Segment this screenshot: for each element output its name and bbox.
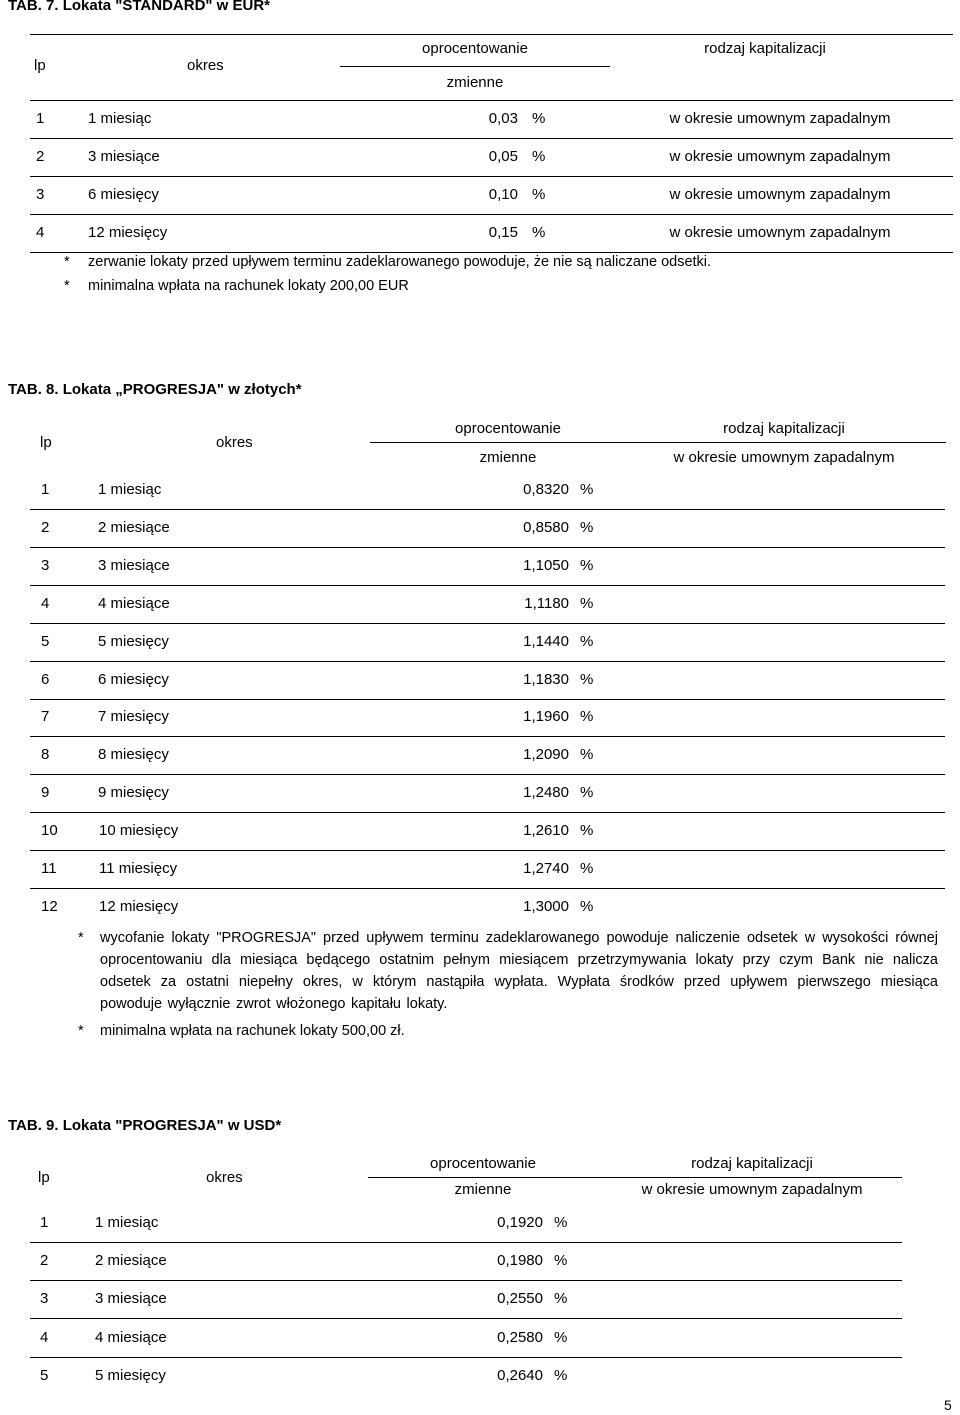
table-row-percent: % xyxy=(554,1214,568,1231)
table-row-okres: 6 miesięcy xyxy=(98,671,169,688)
table-row-okres: 7 miesięcy xyxy=(98,708,169,725)
table-row-lp: 11 xyxy=(41,860,57,877)
table-row-percent: % xyxy=(580,481,594,498)
table-row-okres: 10 miesięcy xyxy=(99,822,179,839)
table-row-lp: 2 xyxy=(41,519,50,536)
table-row-percent: % xyxy=(532,186,546,203)
tab8-header-kapitalizacja: rodzaj kapitalizacji xyxy=(723,420,845,437)
tab7-note-star: * xyxy=(64,278,70,294)
tab8-header-oprocentowanie: oprocentowanie xyxy=(455,420,561,437)
tab8-header-kap-value: w okresie umownym zapadalnym xyxy=(673,449,895,466)
table-row-lp: 7 xyxy=(41,708,50,725)
tab9-header-okres: okres xyxy=(206,1169,243,1186)
tab8-note-text: minimalna wpłata na rachunek lokaty 500,00 zł. xyxy=(100,1023,405,1039)
table-row-okres: 8 miesięcy xyxy=(98,746,169,763)
table-row-percent: % xyxy=(580,860,594,877)
table-row-lp: 5 xyxy=(41,633,50,650)
tab7-header-zmienne: zmienne xyxy=(446,74,504,91)
table-row-rate: 0,1920 xyxy=(497,1214,543,1231)
table-row-lp: 3 xyxy=(36,186,45,203)
table-row-okres: 12 miesięcy xyxy=(88,224,168,241)
table-row-rule xyxy=(30,1318,902,1319)
tab8-title: TAB. 8. Lokata „PROGRESJA" w złotych* xyxy=(8,381,302,398)
table-row-rule xyxy=(30,1242,902,1243)
table-row-rate: 0,8320 xyxy=(523,481,569,498)
tab7-title: TAB. 7. Lokata "STANDARD" w EUR* xyxy=(8,0,271,14)
table-row-rate: 1,3000 xyxy=(523,898,569,915)
table-row-lp: 8 xyxy=(41,746,50,763)
table-row-okres: 9 miesięcy xyxy=(98,784,169,801)
table-row-rule xyxy=(30,585,945,586)
table-row-rule xyxy=(30,774,945,775)
table-row-lp: 4 xyxy=(36,224,45,241)
table-row-rate: 0,10 xyxy=(488,186,518,203)
tab9-header-zmienne: zmienne xyxy=(454,1181,512,1198)
table-row-okres: 1 miesiąc xyxy=(88,110,152,127)
table-row-lp: 2 xyxy=(36,148,45,165)
table-row-lp: 5 xyxy=(40,1367,49,1384)
table-row-kapitalizacja: w okresie umownym zapadalnym xyxy=(669,224,891,241)
table-row-okres: 4 miesiące xyxy=(95,1329,167,1346)
tab9-header-oprocentowanie: oprocentowanie xyxy=(430,1155,536,1172)
table-row-okres: 2 miesiące xyxy=(95,1252,167,1269)
table-row-rule xyxy=(30,661,945,662)
table-row-okres: 5 miesięcy xyxy=(98,633,169,650)
table-row-rate: 1,1830 xyxy=(523,671,569,688)
table-row-percent: % xyxy=(580,784,594,801)
tab7-note-star: * xyxy=(64,254,70,270)
table-row-percent: % xyxy=(554,1252,568,1269)
table-row-okres: 3 miesiące xyxy=(95,1290,167,1307)
table-row-lp: 3 xyxy=(40,1290,49,1307)
table-row-lp: 3 xyxy=(41,557,50,574)
tab7-header-oprocentowanie: oprocentowanie xyxy=(422,40,528,57)
table-row-okres: 2 miesiące xyxy=(98,519,170,536)
table-row-rule xyxy=(30,699,945,700)
table-row-rule xyxy=(30,1357,902,1358)
table-row-percent: % xyxy=(580,633,594,650)
table-row-percent: % xyxy=(532,110,546,127)
table-row-percent: % xyxy=(580,708,594,725)
page-number: 5 xyxy=(944,1397,952,1413)
table-row-percent: % xyxy=(580,746,594,763)
table-row-rate: 0,15 xyxy=(488,224,518,241)
table-row-okres: 12 miesięcy xyxy=(99,898,179,915)
tab8-header-zmienne: zmienne xyxy=(479,449,537,466)
table-row-lp: 6 xyxy=(41,671,50,688)
table-row-rule xyxy=(30,138,953,139)
tab8-note-star: * xyxy=(78,930,84,946)
table-row-okres: 11 miesięcy xyxy=(99,860,178,877)
table-row-rate: 0,8580 xyxy=(523,519,569,536)
table-row-rate: 1,2740 xyxy=(523,860,569,877)
table-row-percent: % xyxy=(580,595,594,612)
table-row-okres: 3 miesiące xyxy=(88,148,160,165)
table-row-percent: % xyxy=(580,519,594,536)
table-row-kapitalizacja: w okresie umownym zapadalnym xyxy=(669,148,891,165)
table-row-percent: % xyxy=(532,148,546,165)
table-row-okres: 5 miesięcy xyxy=(95,1367,166,1384)
table-row-rate: 1,1180 xyxy=(524,595,569,612)
tab7-header-okres: okres xyxy=(187,57,224,74)
table-row-rule xyxy=(30,214,953,215)
table-row-rate: 1,1050 xyxy=(523,557,569,574)
table-row-rate: 1,1440 xyxy=(523,633,569,650)
table-row-rate: 1,1960 xyxy=(523,708,569,725)
table-row-percent: % xyxy=(580,557,594,574)
table-row-rule xyxy=(30,888,945,889)
table-row-rate: 0,1980 xyxy=(497,1252,543,1269)
table-row-rule xyxy=(30,850,945,851)
table-row-rate: 0,05 xyxy=(488,148,518,165)
table-row-rule xyxy=(30,812,945,813)
table-row-lp: 9 xyxy=(41,784,50,801)
table-row-lp: 2 xyxy=(40,1252,49,1269)
tab9-header-subrule xyxy=(368,1177,902,1178)
table-row-lp: 10 xyxy=(41,822,58,839)
table-row-percent: % xyxy=(554,1367,568,1384)
table-row-lp: 1 xyxy=(41,481,50,498)
tab8-header-lp: lp xyxy=(40,434,52,451)
table-row-rule xyxy=(30,1280,902,1281)
table-row-percent: % xyxy=(532,224,546,241)
tab7-header-lp: lp xyxy=(34,57,46,74)
tab8-header-subrule xyxy=(370,442,946,443)
tab8-header-okres: okres xyxy=(216,434,253,451)
tab9-header-kapitalizacja: rodzaj kapitalizacji xyxy=(691,1155,813,1172)
table-row-rule xyxy=(30,736,945,737)
tab7-header-kapitalizacja: rodzaj kapitalizacji xyxy=(704,40,826,57)
table-row-kapitalizacja: w okresie umownym zapadalnym xyxy=(669,186,891,203)
tab7-top-rule xyxy=(30,34,953,35)
table-row-rule xyxy=(30,623,945,624)
tab8-note-star: * xyxy=(78,1023,84,1039)
table-row-lp: 12 xyxy=(41,898,58,915)
table-row-kapitalizacja: w okresie umownym zapadalnym xyxy=(669,110,891,127)
table-row-rate: 0,2580 xyxy=(497,1329,543,1346)
table-row-lp: 1 xyxy=(40,1214,49,1231)
table-row-okres: 1 miesiąc xyxy=(95,1214,159,1231)
tab7-header-subrule xyxy=(340,66,610,67)
table-row-percent: % xyxy=(580,671,594,688)
tab7-header-rule xyxy=(30,100,953,101)
table-row-lp: 4 xyxy=(40,1329,49,1346)
table-row-rule xyxy=(30,509,945,510)
tab9-title: TAB. 9. Lokata "PROGRESJA" w USD* xyxy=(8,1117,282,1134)
table-row-percent: % xyxy=(554,1329,568,1346)
table-row-rate: 1,2480 xyxy=(523,784,569,801)
table-row-rate: 1,2090 xyxy=(523,746,569,763)
table-row-rate: 0,2550 xyxy=(497,1290,543,1307)
table-row-okres: 6 miesięcy xyxy=(88,186,159,203)
tab7-note-text: zerwanie lokaty przed upływem terminu zadeklarowanego powoduje, że nie są naliczane odsetki. xyxy=(88,254,712,270)
tab7-note-text: minimalna wpłata na rachunek lokaty 200,00 EUR xyxy=(88,278,409,294)
table-row-percent: % xyxy=(554,1290,568,1307)
table-row-rate: 1,2610 xyxy=(523,822,569,839)
table-row-okres: 4 miesiące xyxy=(98,595,170,612)
tab9-header-kap-value: w okresie umownym zapadalnym xyxy=(641,1181,863,1198)
table-row-percent: % xyxy=(580,898,594,915)
table-row-rate: 0,2640 xyxy=(497,1367,543,1384)
table-row-rule xyxy=(30,176,953,177)
tab8-note-text: wycofanie lokaty "PROGRESJA" przed upływem terminu zadeklarowanego powoduje naliczenie odsetek w wysokości równej oprocentowaniu dla miesiąca będącego ostatnim pełnym miesiącem przetrzymywania lokaty przy czym Bank nie nalicza odsetek za ostatni niepełny okres, w którym nastąpiła wypłata. Wypłata środków przed upływem pierwszego miesiąca powoduje wyłącznie zwrot włożonego kapitału lokaty. xyxy=(100,930,938,1012)
table-row-rate: 0,03 xyxy=(488,110,518,127)
tab9-header-lp: lp xyxy=(38,1169,50,1186)
table-row-okres: 1 miesiąc xyxy=(98,481,162,498)
table-row-okres: 3 miesiące xyxy=(98,557,170,574)
table-row-rule xyxy=(30,252,953,253)
table-row-percent: % xyxy=(580,822,594,839)
table-row-lp: 1 xyxy=(36,110,45,127)
table-row-lp: 4 xyxy=(41,595,50,612)
table-row-rule xyxy=(30,547,945,548)
